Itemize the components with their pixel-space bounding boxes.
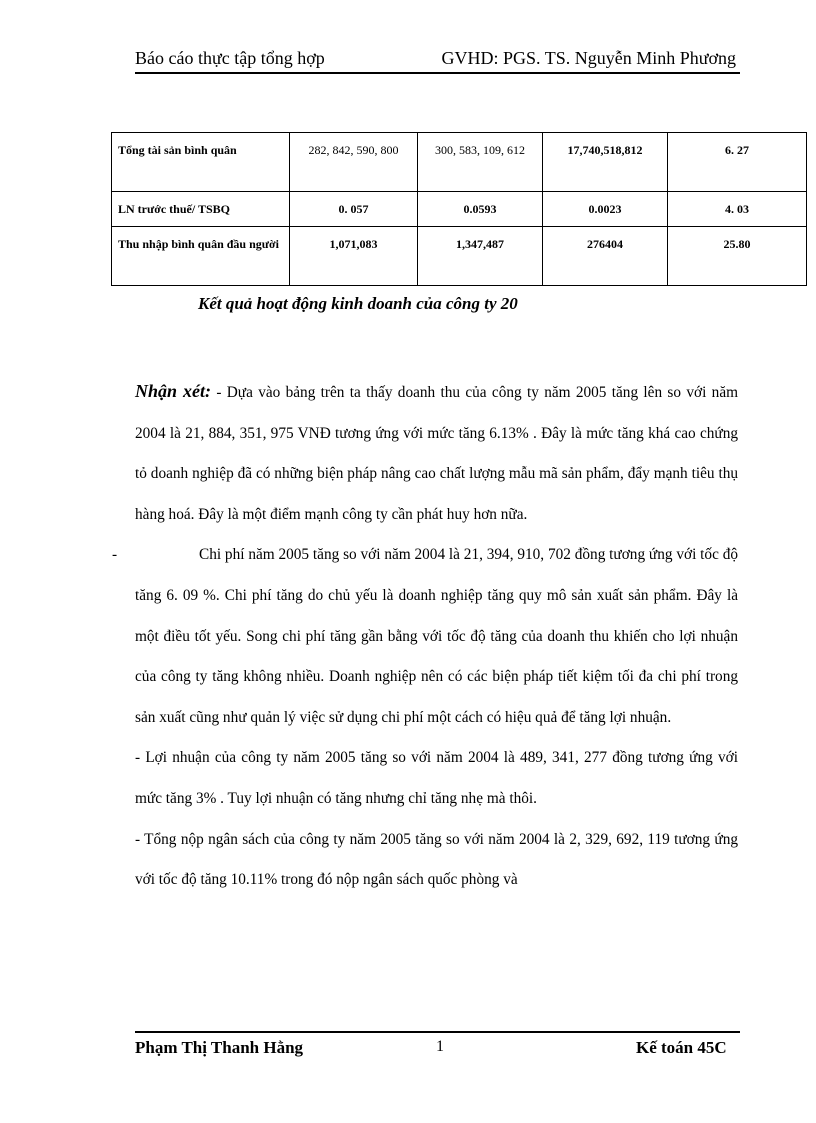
value-2004: 0. 057 <box>290 192 418 227</box>
paragraph-text: - Dựa vào bảng trên ta thấy doanh thu của công ty năm 2005 tăng lên so với năm 2004 là 21, 884, 351, 975 VNĐ tương ứng với mức tăng 6.13% . Đây là mức tăng khá cao chứng tỏ doanh nghiệp đã có những biện pháp nâng cao chất lượng mẫu mã sản phẩm, đẩy mạnh tiêu thụ hàng hoá. Đây là một điểm mạnh công ty cần phát huy hơn nữa. <box>135 384 739 523</box>
paragraph-profit: - Lợi nhuận của công ty năm 2005 tăng so với năm 2004 là 489, 341, 277 đồng tương ứng với mức tăng 3% . Tuy lợi nhuận có tăng nhưng chỉ tăng nhẹ mà thôi. <box>135 749 738 807</box>
value-2005: 0.0593 <box>418 192 543 227</box>
row-label: Tổng tài sản bình quân <box>112 133 290 192</box>
paragraph-text: Chi phí năm 2005 tăng so với năm 2004 là 21, 394, 910, 702 đồng tương ứng với tốc độ tăng 6. 09 %. Chi phí tăng do chủ yếu là doanh nghiệp tăng quy mô sản xuất sản phẩm. Đây là một điều tốt yếu. Song chi phí tăng gần bằng với tốc độ tăng của doanh thu khiến cho lợi nhuận của công ty tăng không nhiều. Doanh nghiệp nên có các biện pháp tiết kiệm tối đa chi phí trong sản xuất cũng như quản lý việc sử dụng chi phí một cách có hiệu quả để tăng lợi nhuận. <box>135 546 738 726</box>
page-number: 1 <box>436 1038 444 1055</box>
value-2004: 1,071,083 <box>290 227 418 286</box>
row-label: LN trước thuế/ TSBQ <box>112 192 290 227</box>
footer-class: Kế toán 45C <box>636 1038 727 1057</box>
paragraph-costs <box>112 535 738 738</box>
value-2005: 1,347,487 <box>418 227 543 286</box>
value-diff: 17,740,518,812 <box>543 133 668 192</box>
table-row <box>112 227 807 286</box>
bullet-dash: - <box>112 546 118 564</box>
comment-heading: Nhận xét: <box>135 381 212 401</box>
page-header <box>135 48 740 74</box>
footer-rule <box>135 1031 740 1033</box>
table-row <box>112 192 807 227</box>
paragraph-comment <box>135 371 738 535</box>
results-table <box>111 132 807 286</box>
value-2005: 300, 583, 109, 612 <box>418 133 543 192</box>
body-text <box>112 371 739 901</box>
value-diff: 0.0023 <box>543 192 668 227</box>
table-row <box>112 133 807 192</box>
table-caption: Kết quả hoạt động kinh doanh của công ty 20 <box>198 294 518 313</box>
value-pct: 25.80 <box>668 227 807 286</box>
paragraph-budget: - Tổng nộp ngân sách của công ty năm 2005 tăng so với năm 2004 là 2, 329, 692, 119 tương ứng với tốc độ tăng 10.11% trong đó nộp ngân sách quốc phòng và <box>135 830 738 889</box>
header-supervisor: GVHD: PGS. TS. Nguyễn Minh Phương <box>441 48 736 68</box>
header-report-title: Báo cáo thực tập tổng hợp <box>135 48 325 68</box>
value-pct: 4. 03 <box>668 192 807 227</box>
value-2004: 282, 842, 590, 800 <box>290 133 418 192</box>
footer-author: Phạm Thị Thanh Hằng <box>135 1038 304 1057</box>
row-label: Thu nhập bình quân đầu người <box>112 227 290 286</box>
value-diff: 276404 <box>543 227 668 286</box>
value-pct: 6. 27 <box>668 133 807 192</box>
